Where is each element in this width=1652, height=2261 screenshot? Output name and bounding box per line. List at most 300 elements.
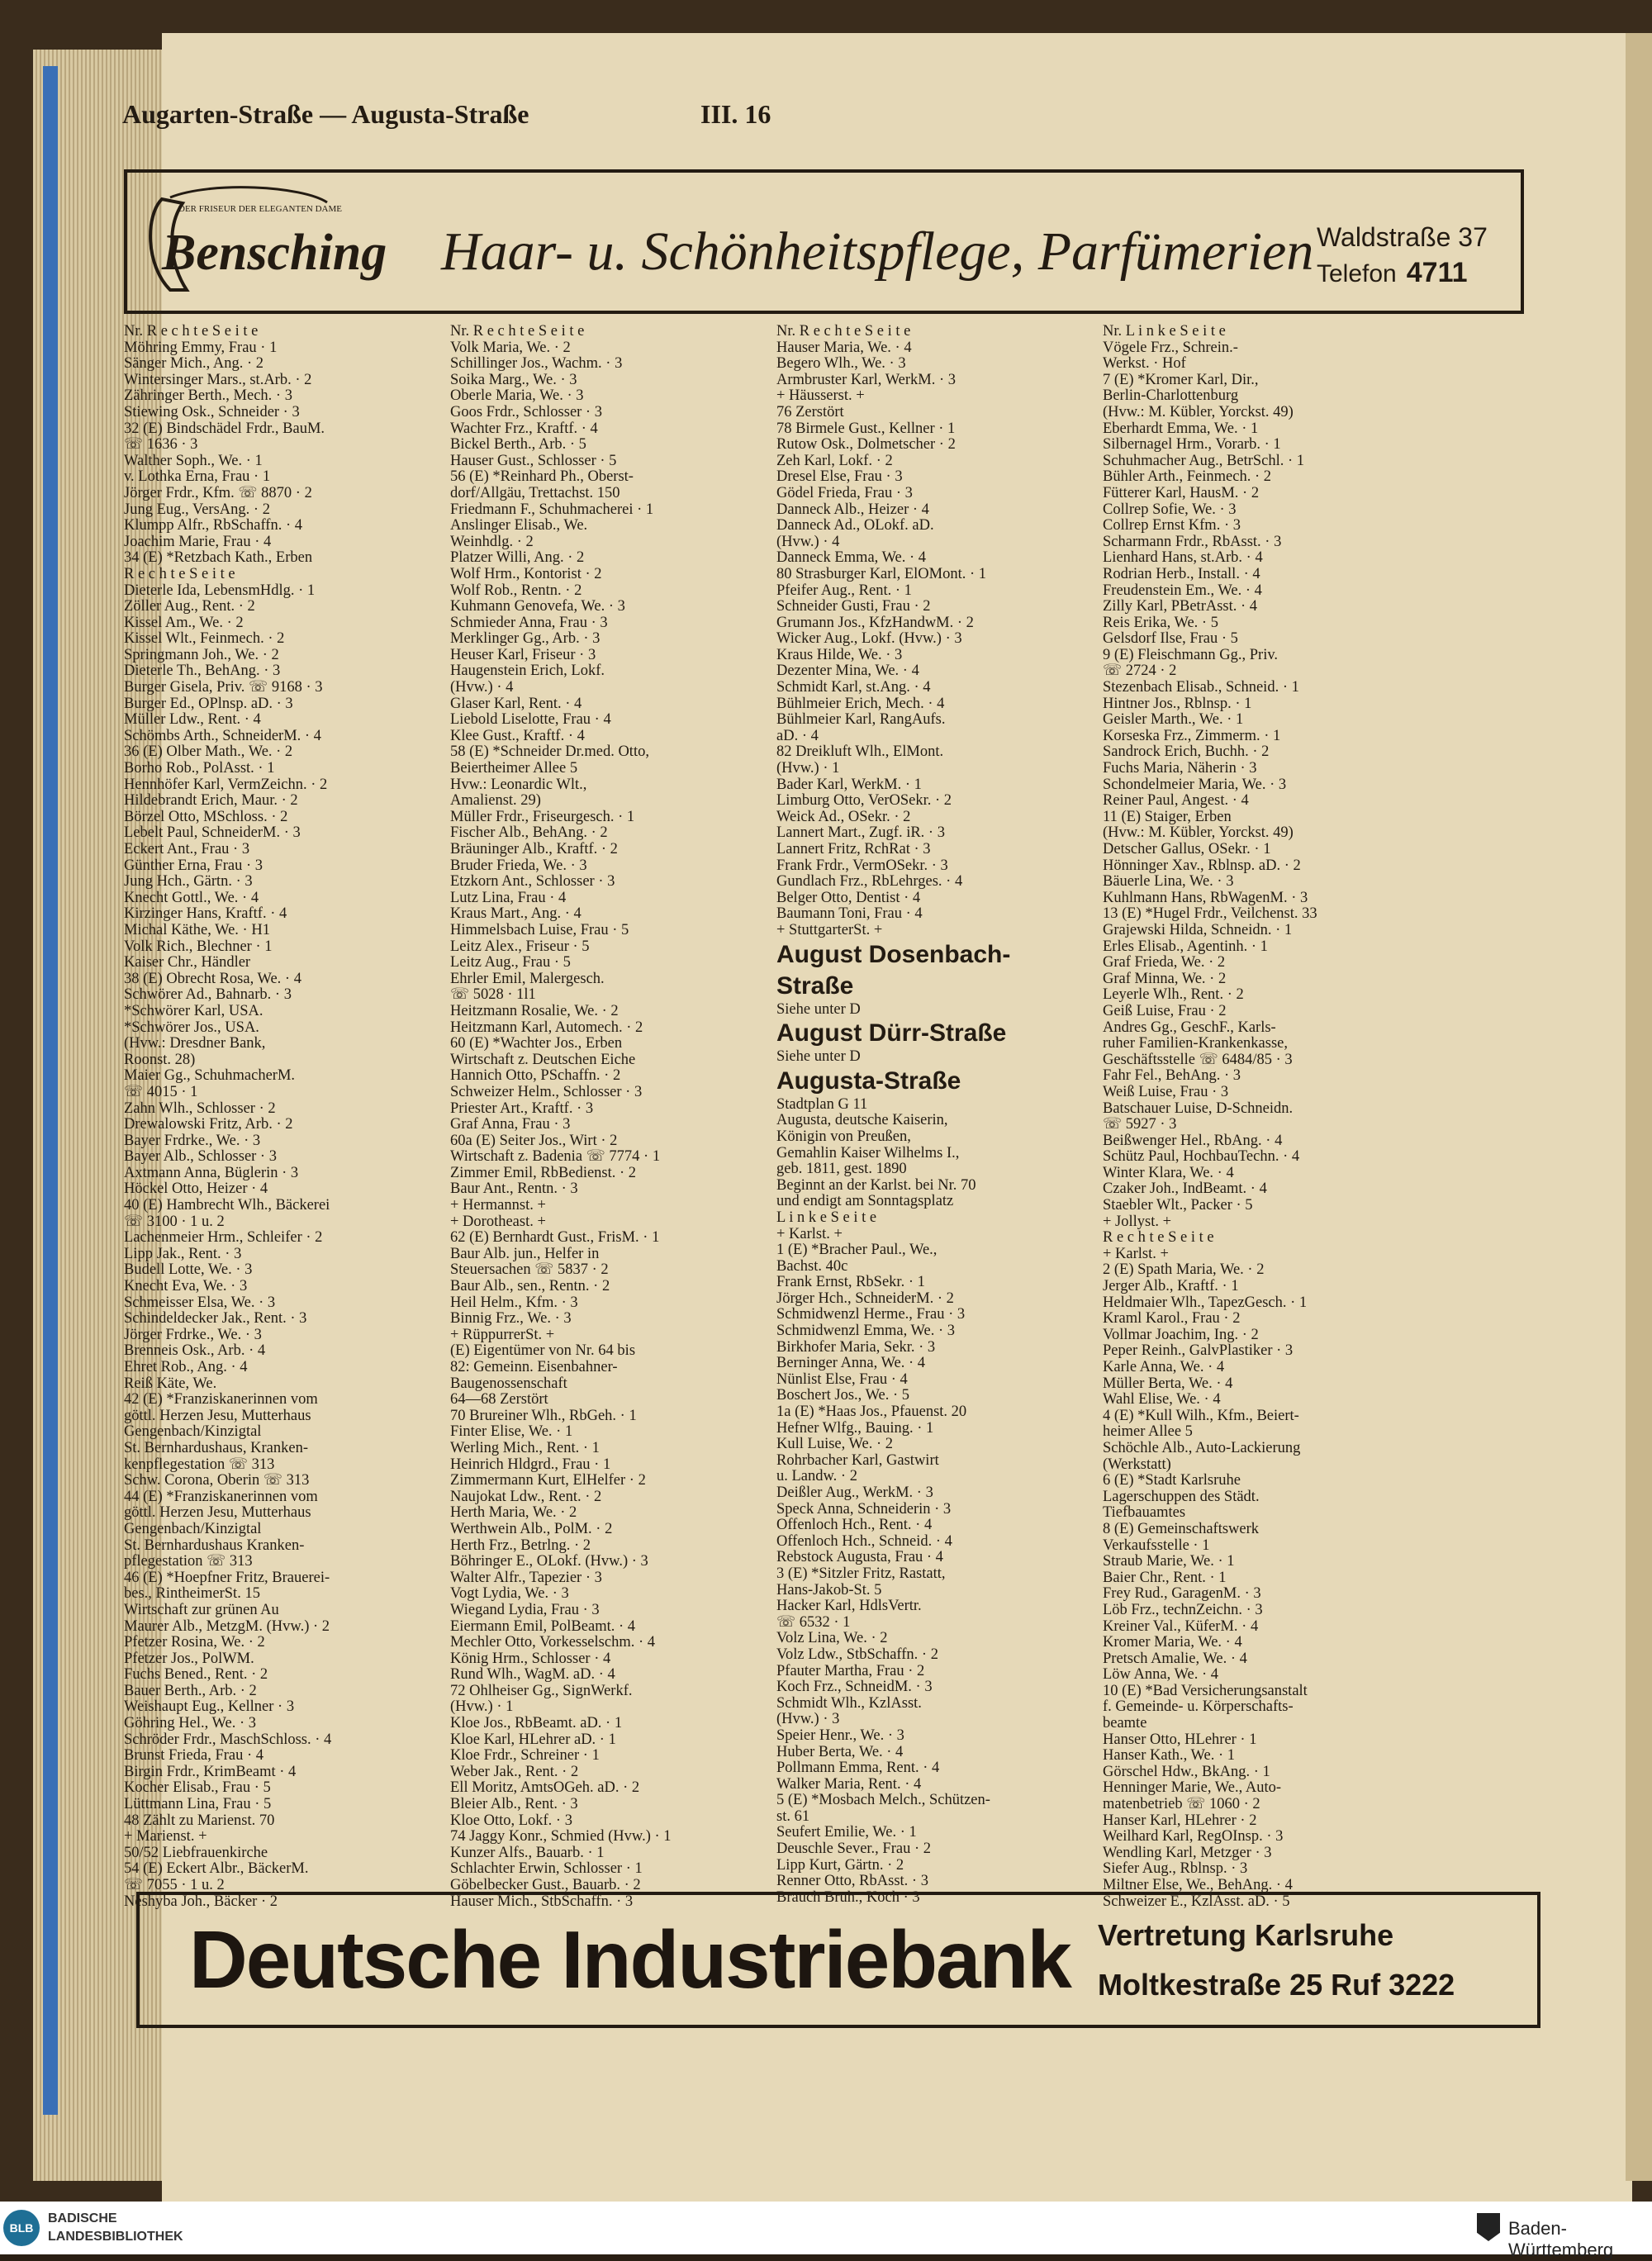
directory-entry: ☏ 2724 · 2 xyxy=(1103,663,1177,680)
directory-entry: *Schwörer Jos., USA. xyxy=(124,1019,259,1036)
directory-entry: dorf/Allgäu, Trettachst. 150 xyxy=(450,485,620,501)
directory-entry: Sänger Mich., Ang. · 2 xyxy=(124,356,264,373)
directory-entry: Armbruster Karl, WerkM. · 3 xyxy=(776,372,957,388)
directory-entry: Fuchs Bened., Rent. · 2 xyxy=(124,1667,268,1684)
directory-entry: Kirzinger Hans, Kraftf. · 4 xyxy=(124,906,287,923)
directory-entry: Werling Mich., Rent. · 1 xyxy=(450,1440,600,1456)
directory-entry: Haugenstein Erich, Lokf. xyxy=(450,663,605,680)
bank-address: Moltkestraße 25 Ruf 3222 xyxy=(1098,1968,1455,2002)
directory-entry: Beiertheimer Allee 5 xyxy=(450,761,578,777)
directory-entry: Kloe Otto, Lokf. · 3 xyxy=(450,1812,572,1829)
directory-entry: 2 (E) Spath Maria, We. · 2 xyxy=(1103,1262,1265,1279)
directory-entry: 42 (E) *Franziskanerinnen vom xyxy=(124,1392,318,1408)
directory-entry: 5 (E) *Mosbach Melch., Schützen- xyxy=(776,1793,990,1809)
directory-entry: Renner Otto, RbAsst. · 3 xyxy=(776,1874,928,1890)
directory-entry: Müller Ldw., Rent. · 4 xyxy=(124,712,261,729)
book-spine-strip xyxy=(43,66,58,2115)
directory-entry: Graf Anna, Frau · 3 xyxy=(450,1117,571,1133)
directory-entry: ☏ 5028 · 1l1 xyxy=(450,987,536,1004)
directory-entry: Joachim Marie, Frau · 4 xyxy=(124,534,272,550)
directory-entry: Bleier Alb., Rent. · 3 xyxy=(450,1797,578,1813)
directory-entry: Weber Jak., Rent. · 2 xyxy=(450,1764,579,1780)
street-heading: Straße xyxy=(776,971,854,1000)
directory-entry: + Marienst. + xyxy=(124,1829,207,1845)
directory-entry: Rebstock Augusta, Frau · 4 xyxy=(776,1550,943,1566)
directory-column-4 xyxy=(1103,324,1429,1910)
directory-entry: Lipp Kurt, Gärtn. · 2 xyxy=(776,1857,904,1874)
directory-entry: Priester Art., Kraftf. · 3 xyxy=(450,1100,594,1117)
directory-entry: Liebold Liselotte, Frau · 4 xyxy=(450,712,611,729)
directory-entry: Baier Chr., Rent. · 1 xyxy=(1103,1570,1227,1586)
directory-entry: Walther Soph., We. · 1 xyxy=(124,453,263,469)
telephone-label: Telefon xyxy=(1317,260,1397,287)
directory-entry: Zilly Karl, PBetrAsst. · 4 xyxy=(1103,599,1258,615)
directory-entry: Herth Maria, We. · 2 xyxy=(450,1505,577,1522)
directory-entry: Wolf Rob., Rentn. · 2 xyxy=(450,582,582,599)
directory-entry: Bayer Alb., Schlosser · 3 xyxy=(124,1149,277,1166)
directory-entry: Kreiner Val., KüferM. · 4 xyxy=(1103,1618,1259,1635)
directory-entry: Kloe Karl, HLehrer aD. · 1 xyxy=(450,1731,616,1748)
directory-entry: Kull Luise, We. · 2 xyxy=(776,1437,894,1453)
directory-entry: Rodrian Herb., Install. · 4 xyxy=(1103,566,1260,582)
directory-entry: Volz Lina, We. · 2 xyxy=(776,1631,888,1647)
directory-entry: Koch Frz., SchneidM. · 3 xyxy=(776,1679,933,1696)
directory-entry: + Karlst. + xyxy=(776,1226,843,1242)
directory-entry: Müller Berta, We. · 4 xyxy=(1103,1375,1233,1392)
directory-entry: Berlin-Charlottenburg xyxy=(1103,388,1239,405)
bank-name: Deutsche Industriebank xyxy=(189,1914,1070,2005)
directory-entry: Eberhardt Emma, We. · 1 xyxy=(1103,420,1259,437)
directory-entry: Karle Anna, We. · 4 xyxy=(1103,1360,1225,1375)
directory-entry: Nr. R e c h t e S e i t e xyxy=(450,324,585,340)
directory-entry: Vogt Lydia, We. · 3 xyxy=(450,1586,569,1603)
directory-entry: Platzer Willi, Ang. · 2 xyxy=(450,550,585,567)
directory-entry: 82 Dreikluft Wlh., ElMont. xyxy=(776,744,944,761)
directory-entry: aD. · 4 xyxy=(776,728,819,744)
directory-entry: Anslinger Elisab., We. xyxy=(450,518,588,534)
directory-entry: Schneider Gusti, Frau · 2 xyxy=(776,599,931,615)
directory-entry: Ehret Rob., Ang. · 4 xyxy=(124,1360,248,1375)
directory-entry: Amalienst. 29) xyxy=(450,793,541,810)
directory-entry: Lutz Lina, Frau · 4 xyxy=(450,890,567,906)
telephone-number: 4711 xyxy=(1406,257,1468,288)
directory-entry: Hennhöfer Karl, VermZeichn. · 2 xyxy=(124,777,328,793)
directory-entry: 70 Brureiner Wlh., RbGeh. · 1 xyxy=(450,1408,637,1424)
directory-entry: Weinhdlg. · 2 xyxy=(450,534,534,550)
library-name-line2: LANDESBIBLIOTHEK xyxy=(48,2230,183,2244)
directory-entry: Schmidt Wlh., KzlAsst. xyxy=(776,1695,922,1712)
directory-entry: ☏ 3100 · 1 u. 2 xyxy=(124,1214,225,1230)
directory-entry: (Hvw.) · 1 xyxy=(776,761,840,777)
street-heading: August Dosenbach- xyxy=(776,940,1011,968)
next-page-edge xyxy=(1626,33,1652,2181)
directory-entry: Wirtschaft z. Badenia ☏ 7774 · 1 xyxy=(450,1149,661,1166)
directory-entry: 10 (E) *Bad Versicherungsanstalt xyxy=(1103,1683,1308,1699)
directory-entry: (Hvw.) · 4 xyxy=(450,680,514,696)
directory-entry: Limburg Otto, VerOSekr. · 2 xyxy=(776,793,952,810)
directory-entry: göttl. Herzen Jesu, Mutterhaus xyxy=(124,1505,311,1522)
directory-entry: Pfauter Martha, Frau · 2 xyxy=(776,1663,925,1679)
directory-entry: Börzel Otto, MSchloss. · 2 xyxy=(124,809,288,825)
directory-entry: Fütterer Karl, HausM. · 2 xyxy=(1103,485,1260,501)
directory-entry: Wintersinger Mars., st.Arb. · 2 xyxy=(124,372,312,388)
directory-entry: Stezenbach Elisab., Schneid. · 1 xyxy=(1103,680,1299,696)
directory-entry: Boschert Jos., We. · 5 xyxy=(776,1388,910,1404)
directory-entry: Jung Eug., VersAng. · 2 xyxy=(124,501,270,518)
directory-entry: (Hvw.: M. Kübler, Yorckst. 49) xyxy=(1103,825,1294,842)
directory-entry: R e c h t e S e i t e xyxy=(1103,1230,1214,1247)
directory-entry: Weilhard Karl, RegOInsp. · 3 xyxy=(1103,1829,1284,1845)
directory-entry: u. Landw. · 2 xyxy=(776,1469,857,1485)
directory-entry: Schuhmacher Aug., BetrSchl. · 1 xyxy=(1103,453,1305,469)
directory-entry: Kloe Jos., RbBeamt. aD. · 1 xyxy=(450,1716,623,1732)
directory-entry: Dieterle Ida, LebensmHdlg. · 1 xyxy=(124,582,316,599)
directory-entry: (Hvw.: M. Kübler, Yorckst. 49) xyxy=(1103,404,1294,420)
directory-entry: Schmidwenzl Emma, We. · 3 xyxy=(776,1323,956,1340)
directory-entry: Heitzmann Karl, Automech. · 2 xyxy=(450,1019,643,1036)
directory-entry: Ell Moritz, AmtsOGeh. aD. · 2 xyxy=(450,1780,640,1797)
directory-entry: (Hvw.: Dresdner Bank, xyxy=(124,1036,266,1052)
directory-entry: Knecht Gottl., We. · 4 xyxy=(124,890,259,906)
directory-entry: + Häusserst. + xyxy=(776,388,865,405)
directory-entry: Eckert Ant., Frau · 3 xyxy=(124,842,250,857)
directory-entry: Jörger Hch., SchneiderM. · 2 xyxy=(776,1290,954,1307)
directory-entry: Frank Frdr., VermOSekr. · 3 xyxy=(776,857,948,874)
directory-entry: Staebler Wlt., Packer · 5 xyxy=(1103,1198,1253,1214)
directory-entry: Kaiser Chr., Händler xyxy=(124,955,251,971)
library-name-line1: BADISCHE xyxy=(48,2211,117,2225)
logo-motto: DER FRISEUR DER ELEGANTEN DAME xyxy=(178,204,342,214)
directory-entry: König Hrm., Schlosser · 4 xyxy=(450,1651,611,1667)
directory-entry: Lannert Mart., Zugf. iR. · 3 xyxy=(776,825,945,842)
directory-entry: Hauser Maria, We. · 4 xyxy=(776,340,912,356)
directory-entry: Nr. L i n k e S e i t e xyxy=(1103,324,1226,340)
directory-entry: Drewalowski Fritz, Arb. · 2 xyxy=(124,1117,293,1133)
directory-entry: Danneck Emma, We. · 4 xyxy=(776,550,927,567)
directory-entry: Bühlmeier Karl, RangAufs. xyxy=(776,712,946,729)
directory-entry: Hannich Otto, PSchaffn. · 2 xyxy=(450,1068,621,1085)
directory-entry: Augusta, deutsche Kaiserin, xyxy=(776,1113,948,1129)
street-heading: August Dürr-Straße xyxy=(776,1019,1007,1047)
directory-entry: Lebelt Paul, SchneiderM. · 3 xyxy=(124,825,301,842)
directory-entry: Kuhmann Genovefa, We. · 3 xyxy=(450,599,625,615)
directory-entry: Vollmar Joachim, Ing. · 2 xyxy=(1103,1327,1259,1343)
directory-entry: Weiß Luise, Frau · 3 xyxy=(1103,1084,1229,1100)
directory-entry: Goos Frdr., Schlosser · 3 xyxy=(450,404,602,420)
directory-entry: Pfetzer Jos., PolWM. xyxy=(124,1651,254,1667)
directory-entry: Jung Hch., Gärtn. · 3 xyxy=(124,874,253,891)
directory-entry: Knecht Eva, We. · 3 xyxy=(124,1279,248,1295)
ad-address: Waldstraße 37 xyxy=(1317,222,1488,252)
directory-entry: Soika Marg., We. · 3 xyxy=(450,372,577,388)
directory-entry: Zähringer Berth., Mech. · 3 xyxy=(124,388,292,405)
directory-entry: Hanser Kath., We. · 1 xyxy=(1103,1748,1235,1765)
directory-entry: Schömbs Arth., SchneiderM. · 4 xyxy=(124,728,321,744)
directory-entry: (Hvw.) · 3 xyxy=(776,1712,840,1728)
street-heading: Augusta-Straße xyxy=(776,1066,961,1095)
directory-entry: ☏ 4015 · 1 xyxy=(124,1084,198,1100)
directory-entry: Walker Maria, Rent. · 4 xyxy=(776,1776,922,1793)
directory-entry: Pollmann Emma, Rent. · 4 xyxy=(776,1760,940,1777)
directory-entry: Frey Rud., GaragenM. · 3 xyxy=(1103,1586,1261,1603)
directory-entry: Geisler Marth., We. · 1 xyxy=(1103,712,1244,729)
directory-entry: 38 (E) Obrecht Rosa, We. · 4 xyxy=(124,971,301,987)
directory-entry: + Jollyst. + xyxy=(1103,1214,1172,1230)
directory-entry: Walter Alfr., Tapezier · 3 xyxy=(450,1570,602,1586)
directory-entry: 54 (E) Eckert Albr., BäckerM. xyxy=(124,1861,309,1878)
directory-entry: 48 Zählt zu Marienst. 70 xyxy=(124,1812,275,1829)
directory-entry: Maurer Alb., MetzgM. (Hvw.) · 2 xyxy=(124,1618,330,1635)
directory-entry: Schw. Corona, Oberin ☏ 313 xyxy=(124,1473,310,1489)
directory-entry: Pfeifer Aug., Rent. · 1 xyxy=(776,582,912,599)
directory-entry: Michal Käthe, We. · H1 xyxy=(124,922,270,938)
directory-entry: Hönninger Xav., Rblnsp. aD. · 2 xyxy=(1103,857,1301,874)
directory-entry: Hanser Otto, HLehrer · 1 xyxy=(1103,1731,1257,1748)
directory-entry: Jörger Frdr., Kfm. ☏ 8870 · 2 xyxy=(124,485,312,501)
directory-entry: Kuhlmann Hans, RbWagenM. · 3 xyxy=(1103,890,1308,906)
directory-entry: 78 Birmele Gust., Kellner · 1 xyxy=(776,420,956,437)
directory-entry: Sandrock Erich, Buchh. · 2 xyxy=(1103,744,1270,761)
directory-entry: Hauser Gust., Schlosser · 5 xyxy=(450,453,617,469)
directory-entry: 36 (E) Olber Math., We. · 2 xyxy=(124,744,293,761)
directory-entry: Fischer Alb., BehAng. · 2 xyxy=(450,825,608,842)
directory-entry: Straub Marie, We. · 1 xyxy=(1103,1554,1235,1570)
directory-entry: 4 (E) *Kull Wilh., Kfm., Beiert- xyxy=(1103,1408,1299,1424)
directory-entry: Pfetzer Rosina, We. · 2 xyxy=(124,1635,265,1651)
directory-entry: Zimmermann Kurt, ElHelfer · 2 xyxy=(450,1473,646,1489)
directory-entry: Heitzmann Rosalie, We. · 2 xyxy=(450,1003,619,1019)
directory-entry: Bayer Frdrke., We. · 3 xyxy=(124,1133,261,1149)
directory-entry: Wicker Aug., Lokf. (Hvw.) · 3 xyxy=(776,631,962,648)
state-crest-icon xyxy=(1477,2213,1500,2241)
directory-entry: Bader Karl, WerkM. · 1 xyxy=(776,777,922,793)
directory-entry: + Dorotheast. + xyxy=(450,1214,546,1230)
directory-entry: Baumann Toni, Frau · 4 xyxy=(776,906,923,923)
ad-telephone xyxy=(1317,257,1468,289)
directory-entry: Siehe unter D xyxy=(776,1049,861,1066)
directory-entry: Schöchle Alb., Auto-Lackierung xyxy=(1103,1440,1301,1456)
directory-entry: Henninger Marie, We., Auto- xyxy=(1103,1780,1282,1797)
directory-entry: kenpflegestation ☏ 313 xyxy=(124,1456,275,1473)
directory-entry: Vögele Frz., Schrein.- xyxy=(1103,340,1238,356)
directory-entry: ruher Familien-Krankenkasse, xyxy=(1103,1036,1288,1052)
directory-entry: Löb Frz., technZeichn. · 3 xyxy=(1103,1602,1263,1618)
directory-entry: Burger Ed., OPlnsp. aD. · 3 xyxy=(124,696,293,712)
directory-entry: Silbernagel Hrm., Vorarb. · 1 xyxy=(1103,437,1281,454)
directory-entry: Wirtschaft zur grünen Au xyxy=(124,1602,279,1618)
directory-entry: Speier Henr., We. · 3 xyxy=(776,1727,904,1744)
directory-entry: Axtmann Anna, Büglerin · 3 xyxy=(124,1165,299,1181)
directory-entry: Seufert Emilie, We. · 1 xyxy=(776,1825,917,1841)
directory-entry: 8 (E) Gemeinschaftswerk xyxy=(1103,1521,1260,1537)
directory-entry: Neshyba Joh., Bäcker · 2 xyxy=(124,1893,278,1910)
directory-entry: beamte xyxy=(1103,1716,1147,1732)
directory-entry: Rutow Osk., Dolmetscher · 2 xyxy=(776,437,956,454)
directory-entry: Bachst. 40c xyxy=(776,1258,848,1275)
directory-entry: st. 61 xyxy=(776,1808,810,1825)
ad-slogan: Haar- u. Schönheitspflege, Parfümerien xyxy=(441,221,1314,282)
directory-entry: 72 Ohlheiser Gg., SignWerkf. xyxy=(450,1683,633,1699)
directory-entry: Naujokat Ldw., Rent. · 2 xyxy=(450,1489,602,1505)
directory-entry: Detscher Gallus, OSekr. · 1 xyxy=(1103,842,1271,857)
directory-entry: Schmidt Karl, st.Ang. · 4 xyxy=(776,680,931,696)
directory-entry: Fuchs Maria, Näherin · 3 xyxy=(1103,761,1257,777)
directory-entry: Beginnt an der Karlst. bei Nr. 70 xyxy=(776,1177,976,1194)
directory-entry: Danneck Ad., OLokf. aD. xyxy=(776,518,934,534)
directory-entry: Volk Maria, We. · 2 xyxy=(450,340,571,356)
directory-entry: Batschauer Luise, D-Schneidn. xyxy=(1103,1100,1294,1117)
directory-entry: pflegestation ☏ 313 xyxy=(124,1554,253,1570)
directory-entry: Kunzer Alfs., Bauarb. · 1 xyxy=(450,1845,605,1861)
directory-entry: und endigt am Sonntagsplatz xyxy=(776,1194,954,1210)
directory-entry: 1a (E) *Haas Jos., Pfauenst. 20 xyxy=(776,1404,967,1421)
directory-entry: Budell Lotte, We. · 3 xyxy=(124,1262,253,1279)
directory-entry: Jerger Alb., Kraftf. · 1 xyxy=(1103,1279,1239,1295)
directory-entry: 44 (E) *Franziskanerinnen vom xyxy=(124,1489,318,1505)
directory-entry: Gödel Frieda, Frau · 3 xyxy=(776,485,913,501)
directory-entry: Stiewing Osk., Schneider · 3 xyxy=(124,404,300,420)
directory-entry: Himmelsbach Luise, Frau · 5 xyxy=(450,922,629,938)
directory-entry: Grajewski Hilda, Schneidn. · 1 xyxy=(1103,922,1293,938)
directory-entry: Finter Elise, We. · 1 xyxy=(450,1424,573,1441)
directory-entry: Nr. R e c h t e S e i t e xyxy=(124,324,259,340)
directory-entry: Winter Klara, We. · 4 xyxy=(1103,1165,1234,1181)
directory-entry: Glaser Karl, Rent. · 4 xyxy=(450,696,582,712)
directory-entry: Schmieder Anna, Frau · 3 xyxy=(450,615,608,631)
directory-entry: Gelsdorf Ilse, Frau · 5 xyxy=(1103,631,1238,648)
directory-column-3 xyxy=(776,324,1103,1906)
directory-entry: 1 (E) *Bracher Paul., We., xyxy=(776,1242,938,1259)
directory-entry: Baur Ant., Rentn. · 3 xyxy=(450,1181,578,1198)
directory-entry: 11 (E) Staiger, Erben xyxy=(1103,809,1232,825)
directory-entry: Begero Wlh., We. · 3 xyxy=(776,356,906,373)
directory-entry: bes., RintheimerSt. 15 xyxy=(124,1586,260,1603)
directory-entry: (E) Eigentümer von Nr. 64 bis xyxy=(450,1343,636,1360)
directory-entry: 74 Jaggy Konr., Schmied (Hvw.) · 1 xyxy=(450,1829,672,1845)
directory-entry: heimer Allee 5 xyxy=(1103,1424,1193,1441)
directory-entry: Nünlist Else, Frau · 4 xyxy=(776,1371,908,1388)
directory-entry: Collrep Ernst Kfm. · 3 xyxy=(1103,518,1241,534)
directory-entry: Böhringer E., OLokf. (Hvw.) · 3 xyxy=(450,1554,648,1570)
directory-entry: Weishaupt Eug., Kellner · 3 xyxy=(124,1699,295,1716)
directory-entry: Baugenossenschaft xyxy=(450,1375,567,1392)
directory-entry: Rohrbacher Karl, Gastwirt xyxy=(776,1452,939,1469)
directory-entry: Bickel Berth., Arb. · 5 xyxy=(450,437,586,454)
directory-entry: Leitz Aug., Frau · 5 xyxy=(450,955,571,971)
directory-entry: Lagerschuppen des Städt. xyxy=(1103,1489,1260,1505)
directory-entry: Dresel Else, Frau · 3 xyxy=(776,469,903,486)
directory-entry: Hildebrandt Erich, Maur. · 2 xyxy=(124,793,298,810)
directory-entry: Kloe Frdr., Schreiner · 1 xyxy=(450,1748,600,1765)
directory-entry: Baur Alb., sen., Rentn. · 2 xyxy=(450,1279,610,1295)
directory-entry: Lannert Fritz, RchRat · 3 xyxy=(776,842,931,857)
directory-entry: Gemahlin Kaiser Wilhelms I., xyxy=(776,1145,960,1161)
directory-entry: Schweizer Helm., Schlosser · 3 xyxy=(450,1084,643,1100)
directory-entry: Kocher Elisab., Frau · 5 xyxy=(124,1780,271,1797)
directory-entry: Volk Rich., Blechner · 1 xyxy=(124,938,273,955)
directory-entry: Wachter Frz., Kraftf. · 4 xyxy=(450,420,598,437)
directory-entry: 64—68 Zerstört xyxy=(450,1392,548,1408)
directory-entry: Schillinger Jos., Wachm. · 3 xyxy=(450,356,623,373)
blb-logo-icon: BLB xyxy=(3,2210,40,2246)
directory-entry: L i n k e S e i t e xyxy=(776,1209,877,1226)
directory-entry: Heuser Karl, Friseur · 3 xyxy=(450,647,596,663)
library-footer xyxy=(0,2202,1652,2260)
directory-entry: Peper Reinh., GalvPlastiker · 3 xyxy=(1103,1343,1294,1360)
directory-entry: Löw Anna, We. · 4 xyxy=(1103,1667,1218,1684)
directory-entry: Huber Berta, We. · 4 xyxy=(776,1744,904,1760)
advertisement-bensching xyxy=(124,169,1524,314)
directory-entry: Tiefbauamtes xyxy=(1103,1505,1186,1522)
directory-entry: Burger Gisela, Priv. ☏ 9168 · 3 xyxy=(124,680,323,696)
directory-entry: 32 (E) Bindschädel Frdr., BauM. xyxy=(124,420,325,437)
directory-entry: Dieterle Th., BehAng. · 3 xyxy=(124,663,281,680)
directory-entry: Brunst Frieda, Frau · 4 xyxy=(124,1748,264,1765)
state-name: Baden-Württemberg xyxy=(1508,2218,1614,2260)
directory-entry: Pretsch Amalie, We. · 4 xyxy=(1103,1651,1247,1667)
directory-entry: Nr. R e c h t e S e i t e xyxy=(776,324,911,340)
directory-entry: Bühler Arth., Feinmech. · 2 xyxy=(1103,469,1271,486)
directory-entry: Maier Gg., SchuhmacherM. xyxy=(124,1068,296,1085)
directory-entry: 50/52 Liebfrauenkirche xyxy=(124,1845,268,1861)
directory-entry: Siehe unter D xyxy=(776,1001,861,1018)
directory-entry: Brenneis Osk., Arb. · 4 xyxy=(124,1343,266,1360)
running-head xyxy=(122,99,1526,140)
directory-entry: ☏ 7055 · 1 u. 2 xyxy=(124,1878,225,1893)
directory-entry: Kraml Karol., Frau · 2 xyxy=(1103,1311,1241,1328)
directory-entry: 13 (E) *Hugel Frdr., Veilchenst. 33 xyxy=(1103,906,1317,923)
directory-entry: Schröder Frdr., MaschSchloss. · 4 xyxy=(124,1731,332,1748)
directory-entry: Zahn Wlh., Schlosser · 2 xyxy=(124,1100,276,1117)
directory-entry: Weick Ad., OSekr. · 2 xyxy=(776,809,911,825)
directory-entry: Höckel Otto, Heizer · 4 xyxy=(124,1181,268,1198)
directory-entry: Leitz Alex., Friseur · 5 xyxy=(450,938,590,955)
directory-entry: Geiß Luise, Frau · 2 xyxy=(1103,1003,1227,1019)
directory-entry: Graf Frieda, We. · 2 xyxy=(1103,955,1226,971)
directory-entry: ☏ 1636 · 3 xyxy=(124,437,198,454)
directory-entry: Geschäftsstelle ☏ 6484/85 · 3 xyxy=(1103,1052,1293,1068)
directory-entry: Oberle Maria, We. · 3 xyxy=(450,388,584,405)
directory-entry: Lüttmann Lina, Frau · 5 xyxy=(124,1797,272,1813)
directory-entry: Verkaufsstelle · 1 xyxy=(1103,1537,1210,1554)
advertisement-industriebank xyxy=(136,1889,1540,2028)
directory-entry: Gengenbach/Kinzigtal xyxy=(124,1424,262,1441)
directory-entry: Mechler Otto, Vorkesselschm. · 4 xyxy=(450,1635,655,1651)
directory-entry: 58 (E) *Schneider Dr.med. Otto, xyxy=(450,744,649,761)
directory-entry: (Werkstatt) xyxy=(1103,1456,1171,1473)
directory-entry: 76 Zerstört xyxy=(776,404,844,420)
directory-entry: 60a (E) Seiter Jos., Wirt · 2 xyxy=(450,1133,618,1149)
directory-entry: Schondelmeier Maria, We. · 3 xyxy=(1103,777,1287,793)
bensching-logo xyxy=(137,183,401,302)
directory-entry: 60 (E) *Wachter Jos., Erben xyxy=(450,1036,623,1052)
directory-entry: *Schwörer Karl, USA. xyxy=(124,1003,263,1019)
directory-entry: Steuersachen ☏ 5837 · 2 xyxy=(450,1262,609,1279)
directory-entry: Reiner Paul, Angest. · 4 xyxy=(1103,793,1249,810)
directory-entry: Siefer Aug., Rblnsp. · 3 xyxy=(1103,1861,1248,1878)
directory-entry: + StuttgarterSt. + xyxy=(776,922,883,938)
directory-entry: (Hvw.) · 1 xyxy=(450,1699,514,1716)
directory-entry: Möhring Emmy, Frau · 1 xyxy=(124,340,278,356)
directory-entry: 9 (E) Fleischmann Gg., Priv. xyxy=(1103,647,1279,663)
directory-entry: Offenloch Hch., Schneid. · 4 xyxy=(776,1533,952,1550)
directory-entry: f. Gemeinde- u. Körperschafts- xyxy=(1103,1699,1294,1716)
directory-entry: Werthwein Alb., PolM. · 2 xyxy=(450,1521,613,1537)
directory-entry: Bauer Berth., Arb. · 2 xyxy=(124,1683,257,1699)
directory-entry: Czaker Joh., IndBeamt. · 4 xyxy=(1103,1181,1267,1198)
directory-entry: Erles Elisab., Agentinh. · 1 xyxy=(1103,938,1268,955)
directory-entry: Herth Frz., Betrlng. · 2 xyxy=(450,1537,591,1554)
